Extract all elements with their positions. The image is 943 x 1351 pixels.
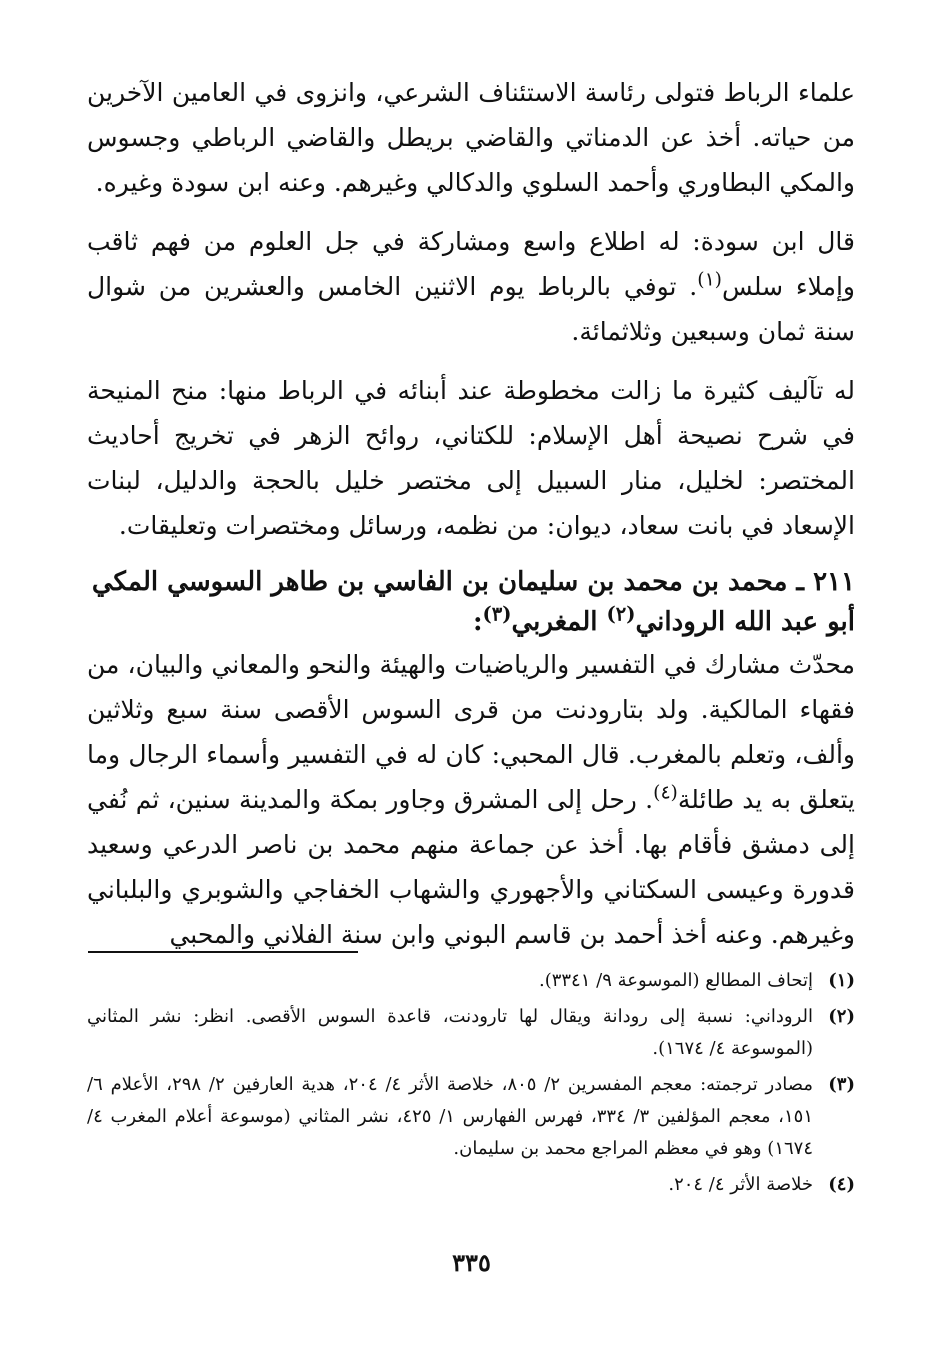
paragraph-2-text-a: قال ابن سودة: له اطلاع واسع ومشاركة في جل العلوم من فهم ثاقب وإملاء سلس (87, 227, 855, 301)
footnote-ref-1[interactable]: (١) (697, 269, 722, 291)
paragraph-2-text-b: . توفي بالرباط يوم الاثنين الخامس والعشرين من شوال سنة ثمان وسبعين وثلاثمائة. (87, 272, 855, 346)
paragraph-1: علماء الرباط فتولى رئاسة الاستئناف الشرعي، وانزوى في العامين الآخرين من حياته. أخذ عن الدمناتي والقاضي بريطل والقاضي الرباطي وجسوس والمكي البطاوري وأحمد السلوي والدكالي وغيرهم. وعنه ابن سودة وغيره. (87, 78, 855, 197)
footnote-ref-2[interactable]: (٢) (606, 602, 636, 626)
footnote-number: (٤) (828, 1174, 855, 1195)
footnote-text: خلاصة الأثر ٤/ ٢٠٤. (668, 1174, 813, 1195)
footnote-item (87, 1001, 855, 1065)
page-number: ٣٣٥ (452, 1248, 491, 1277)
paragraph-4-text-a: محدّث مشارك في التفسير والرياضيات والهيئة والنحو والمعاني والبيان، من فقهاء المالكية. ولد بتارودنت من قرى السوس الأقصى سنة سبع وثلاثين وألف، وتعلم بالمغرب. قال المحبي: كان له في التفسير وأسماء الرجال وما يتعلق به يد طائلة (87, 650, 855, 814)
footnote-divider (88, 951, 358, 953)
footnote-number: (١) (828, 970, 855, 991)
entry-title (87, 562, 855, 642)
footnotes (87, 965, 855, 1205)
paragraph-2 (87, 219, 855, 354)
footnote-number: (٣) (828, 1074, 855, 1095)
entry-title-text-b: المغربي (511, 607, 607, 637)
paragraph-4-text-b: . رحل إلى المشرق وجاور بمكة والمدينة سنين، ثم نُفي إلى دمشق فأقام بها. أخذ عن جماعة منهم محمد بن ناصر الدرعي وسعيد قدورة وعيسى السكتاني والأجهوري والشهاب الخفاجي والشوبري والبلباني وغيرهم. وعنه أخذ أحمد بن قاسم البوني وابن سنة الفلاني والمحبي (87, 785, 855, 949)
paragraph-3: له تآليف كثيرة ما زالت مخطوطة عند أبنائه في الرباط منها: منح المنيحة في شرح نصيحة أهل الإسلام: للكتاني، روائح الزهر في تخريج أحاديث المختصر: لخليل، منار السبيل إلى مختصر خليل بالحجة والدليل، لبنات الإسعاد في بانت سعاد، ديوان: من نظمه، ورسائل ومختصرات وتعليقات. (87, 376, 855, 540)
footnote-text: إتحاف المطالع (الموسوعة ٩/ ٣٣٤١). (538, 970, 813, 991)
footnote-item (87, 1169, 855, 1201)
footnote-text: الروداني: نسبة إلى رودانة ويقال لها تارودنت، قاعدة السوس الأقصى. انظر: نشر المثاني (الموسوعة ٤/ ١٦٧٤). (87, 1006, 813, 1059)
paragraph-4 (87, 642, 855, 957)
page-body (87, 70, 855, 957)
footnote-ref-4[interactable]: (٤) (653, 782, 678, 804)
footnote-text: مصادر ترجمته: معجم المفسرين ٢/ ٨٠٥، خلاصة الأثر ٤/ ٢٠٤، هدية العارفين ٢/ ٢٩٨، الأعلام ٦/ ١٥١، معجم المؤلفين ٣/ ٣٣٤، فهرس الفهارس ١/ ٤٢٥، نشر المثاني (موسوعة أعلام المغرب ٤/ ١٦٧٤) وهو في معظم المراجع محمد بن سليمان. (87, 1074, 813, 1159)
footnote-ref-3[interactable]: (٣) (482, 602, 512, 626)
footnote-item (87, 965, 855, 997)
footnote-number: (٢) (828, 1006, 855, 1027)
entry-title-text-c: : (472, 607, 483, 637)
entry-title-text-a: ٢١١ ـ محمد بن محمد بن سليمان بن الفاسي بن طاهر السوسي المكي أبو عبد الله الروداني (91, 567, 855, 637)
footnote-item (87, 1069, 855, 1165)
